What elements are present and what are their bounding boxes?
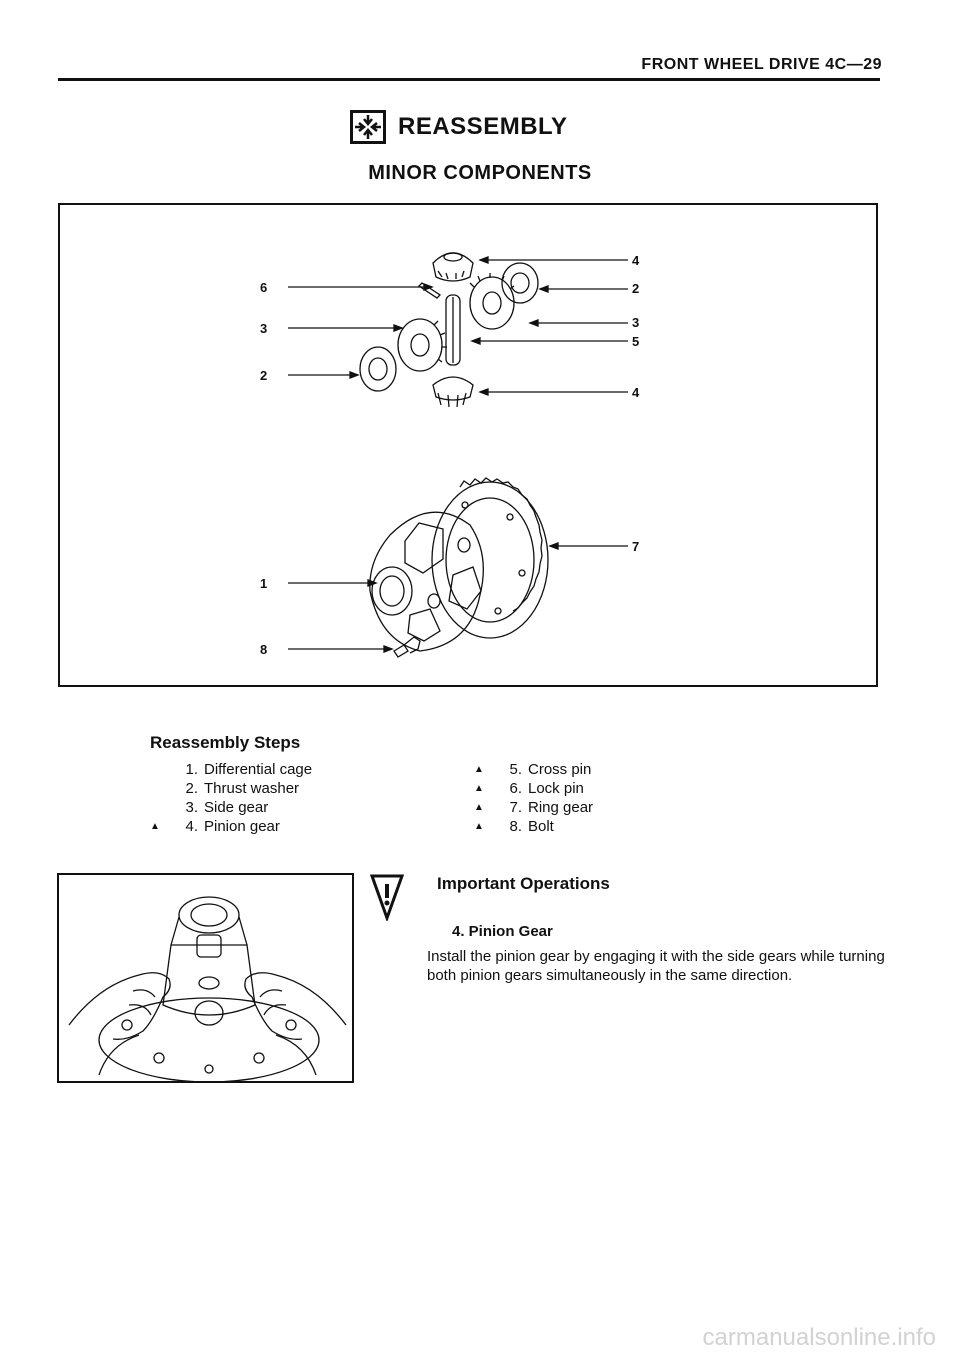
callout-1: 1 [260, 576, 268, 591]
list-item [150, 779, 312, 798]
step-text: Pinion gear [204, 818, 280, 835]
operations-title: Important Operations [437, 874, 610, 893]
list-item [474, 817, 593, 836]
step-number: 7. [509, 799, 522, 816]
callout-4-bottom: 4 [632, 385, 640, 400]
operation-item-body: Install the pinion gear by engaging it with the side gears while turning both pinion gears simultaneously in the same direction. [427, 948, 885, 984]
callout-7: 7 [632, 539, 640, 554]
reassembly-heading [350, 110, 567, 144]
step-number: 6. [509, 780, 522, 797]
callout-6: 6 [260, 280, 268, 295]
step-number: 8. [509, 818, 522, 835]
step-number: 2. [185, 780, 198, 797]
callout-2-left: 2 [260, 368, 268, 383]
callout-3-left: 3 [260, 321, 268, 336]
steps-list-left [150, 760, 312, 836]
list-item [150, 798, 312, 817]
step-marker: ▲ [474, 802, 484, 813]
step-text: Bolt [528, 818, 554, 835]
list-item [474, 779, 593, 798]
step-number: 3. [185, 799, 198, 816]
list-item [474, 760, 593, 779]
steps-list-right [474, 760, 593, 836]
step-marker: ▲ [474, 821, 484, 832]
callout-5: 5 [632, 334, 640, 349]
step-text: Differential cage [204, 761, 313, 778]
section-subtitle: MINOR COMPONENTS [368, 162, 592, 184]
list-item [150, 817, 312, 836]
callout-8: 8 [260, 642, 268, 657]
steps-title: Reassembly Steps [150, 733, 301, 752]
header-rule [58, 78, 880, 81]
reassembly-arrows-icon [350, 110, 386, 144]
hands-holding-cage-illustration [59, 875, 354, 1083]
callout-4-top: 4 [632, 253, 640, 268]
page-title: REASSEMBLY [398, 113, 568, 140]
important-warning-icon [370, 873, 404, 921]
step-number: 5. [509, 761, 522, 778]
callout-2-right: 2 [632, 281, 640, 296]
section-header: FRONT WHEEL DRIVE 4C—29 [641, 56, 882, 73]
step-number: 4. [185, 818, 198, 835]
exploded-diagram [58, 203, 878, 687]
watermark: carmanualsonline.info [702, 1324, 936, 1351]
step-text: Ring gear [528, 799, 594, 816]
step-number: 1. [185, 761, 198, 778]
step-marker: ▲ [474, 783, 484, 794]
step-text: Thrust washer [204, 780, 300, 797]
operation-item-title: 4. Pinion Gear [452, 923, 553, 940]
list-item [474, 798, 593, 817]
pinion-gear-installation-photo [57, 873, 354, 1083]
step-marker: ▲ [474, 764, 484, 775]
step-marker: ▲ [150, 821, 160, 832]
step-text: Lock pin [528, 780, 584, 797]
differential-exploded-illustration [60, 205, 880, 689]
step-text: Side gear [204, 799, 269, 816]
callout-3-right: 3 [632, 315, 640, 330]
list-item [150, 760, 312, 779]
step-text: Cross pin [528, 761, 592, 778]
